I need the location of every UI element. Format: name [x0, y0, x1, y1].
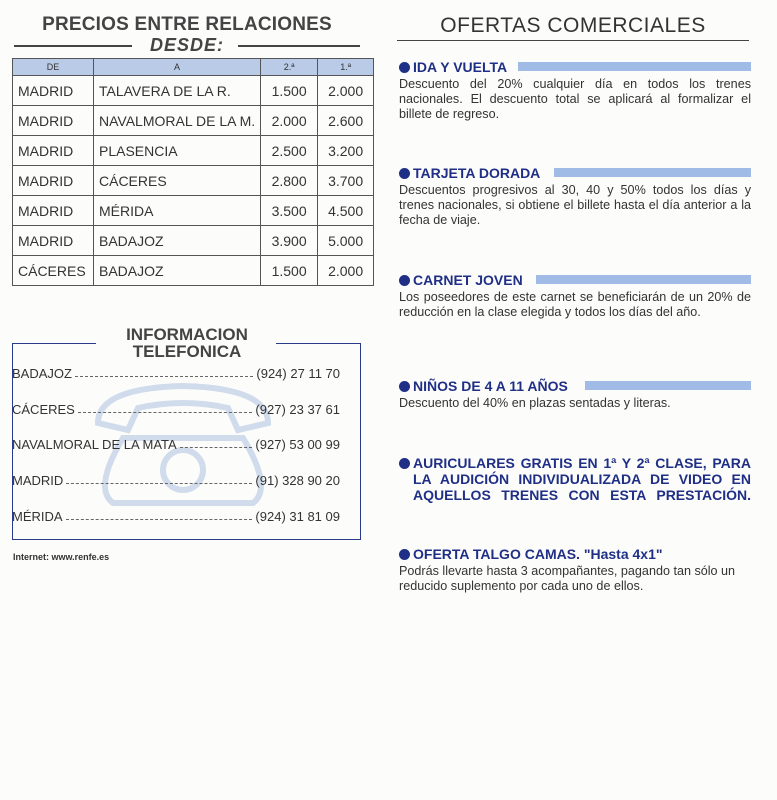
cell-from: MADRID [13, 76, 94, 106]
cell-price-primera: 2.000 [318, 256, 374, 286]
cell-price-segunda: 2.000 [261, 106, 318, 136]
phone-row [12, 366, 340, 382]
offer-carnet-joven [399, 272, 751, 320]
offer-bar [554, 168, 751, 177]
phone-row [12, 473, 340, 489]
offer-body: Los poseedores de este carnet se beneficiarán de un 20% de reducción en la clase elegida y todos los días del año. [399, 290, 751, 319]
cell-to: NAVALMORAL DE LA M. [94, 106, 261, 136]
cell-from: MADRID [13, 226, 94, 256]
table-row [13, 226, 374, 256]
cell-price-primera: 3.700 [318, 166, 374, 196]
table-row [13, 166, 374, 196]
cell-from: MADRID [13, 166, 94, 196]
cell-price-primera: 3.200 [318, 136, 374, 166]
cell-price-segunda: 1.500 [261, 256, 318, 286]
cell-to: TALAVERA DE LA R. [94, 76, 261, 106]
phone-info-title [14, 326, 360, 360]
col-header-de: DE [13, 59, 94, 76]
bullet-icon [399, 275, 410, 286]
bullet-icon [399, 62, 410, 73]
internet-link[interactable]: Internet: www.renfe.es [13, 552, 110, 562]
cell-to: PLASENCIA [94, 136, 261, 166]
price-table [12, 58, 374, 286]
table-row [13, 106, 374, 136]
offer-title: TARJETA DORADA [413, 165, 541, 181]
offer-body: Descuento del 20% cualquier día en todos los trenes nacionales. El descuento total se aplicará al formalizar el billete de regreso. [399, 77, 751, 121]
offer-title-line: LA AUDICIÓN INDIVIDUALIZADA DE VIDEO EN [413, 471, 751, 487]
offer-bar [518, 62, 751, 71]
phone-row [12, 437, 340, 453]
prices-subtitle-text: DESDE: [149, 35, 224, 55]
table-row [13, 136, 374, 166]
cell-from: MADRID [13, 136, 94, 166]
phone-info-title-line2: TELEFONICA [132, 342, 242, 361]
offer-title-line: AQUELLOS TRENES CON ESTA PRESTACIÓN. [413, 487, 751, 503]
prices-title: PRECIOS ENTRE RELACIONES [42, 14, 332, 35]
cell-to: BADAJOZ [94, 226, 261, 256]
offer-title: NIÑOS DE 4 A 11 AÑOS [413, 378, 568, 394]
cell-from: CÁCERES [13, 256, 94, 286]
dotted-leader [78, 412, 252, 413]
phone-city: MADRID [12, 473, 64, 488]
offer-title-line: AURICULARES GRATIS EN 1ª Y 2ª CLASE, PARA [413, 455, 751, 471]
offer-ninos [399, 378, 751, 411]
dotted-leader [180, 447, 252, 448]
phone-number[interactable]: (91) 328 90 20 [255, 473, 340, 488]
offer-tarjeta-dorada [399, 165, 751, 228]
phone-number[interactable]: (924) 27 11 70 [256, 366, 340, 381]
cell-price-primera: 2.000 [318, 76, 374, 106]
offer-bar [536, 275, 751, 284]
offer-body: Descuentos progresivos al 30, 40 y 50% todos los días y trenes nacionales, si obtiene el billete hasta el día anterior a la fecha de viaje. [399, 183, 751, 227]
offer-title: OFERTA TALGO CAMAS. "Hasta 4x1" [413, 546, 663, 562]
phone-city: NAVALMORAL DE LA MATA [12, 437, 177, 452]
phone-city: MÉRIDA [12, 509, 63, 524]
prices-subtitle [14, 36, 360, 54]
offer-title: IDA Y VUELTA [413, 59, 508, 75]
bullet-icon [399, 381, 410, 392]
offer-ida-vuelta [399, 59, 751, 122]
bullet-icon [399, 458, 410, 469]
cell-from: MADRID [13, 196, 94, 226]
phone-city: BADAJOZ [12, 366, 72, 381]
cell-price-segunda: 2.800 [261, 166, 318, 196]
phone-city: CÁCERES [12, 402, 75, 417]
col-header-a: A [94, 59, 261, 76]
offers-title: OFERTAS COMERCIALES [440, 14, 706, 37]
cell-to: BADAJOZ [94, 256, 261, 286]
cell-price-segunda: 3.500 [261, 196, 318, 226]
table-header-row [13, 59, 374, 76]
col-header-segunda: 2.ª [261, 59, 318, 76]
phone-number[interactable]: (927) 23 37 61 [255, 402, 340, 417]
phone-number[interactable]: (927) 53 00 99 [255, 437, 340, 452]
cell-price-segunda: 3.900 [261, 226, 318, 256]
cell-price-primera: 2.600 [318, 106, 374, 136]
cell-to: MÉRIDA [94, 196, 261, 226]
table-row [13, 196, 374, 226]
dotted-leader [66, 483, 252, 484]
bullet-icon [399, 168, 410, 179]
phone-number[interactable]: (924) 31 81 09 [255, 509, 340, 524]
offer-body: Podrás llevarte hasta 3 acompañantes, pagando tan sólo un reducido suplemento por cada uno de ellos. [399, 564, 736, 593]
offer-talgo-camas [399, 546, 751, 594]
phone-row [12, 509, 340, 525]
table-row [13, 76, 374, 106]
cell-price-primera: 4.500 [318, 196, 374, 226]
table-row [13, 256, 374, 286]
offer-auriculares [399, 455, 751, 503]
col-header-primera: 1.ª [318, 59, 374, 76]
cell-to: CÁCERES [94, 166, 261, 196]
phone-info-title-line1: INFORMACION [126, 325, 248, 344]
cell-price-segunda: 2.500 [261, 136, 318, 166]
offer-title: CARNET JOVEN [413, 272, 523, 288]
dotted-leader [66, 519, 252, 520]
divider [397, 40, 749, 41]
offer-title [399, 455, 751, 503]
offer-bar [585, 381, 751, 390]
cell-price-segunda: 1.500 [261, 76, 318, 106]
cell-from: MADRID [13, 106, 94, 136]
bullet-icon [399, 549, 410, 560]
dotted-leader [75, 376, 253, 377]
offer-body: Descuento del 40% en plazas sentadas y literas. [399, 396, 671, 410]
cell-price-primera: 5.000 [318, 226, 374, 256]
phone-row [12, 402, 340, 418]
